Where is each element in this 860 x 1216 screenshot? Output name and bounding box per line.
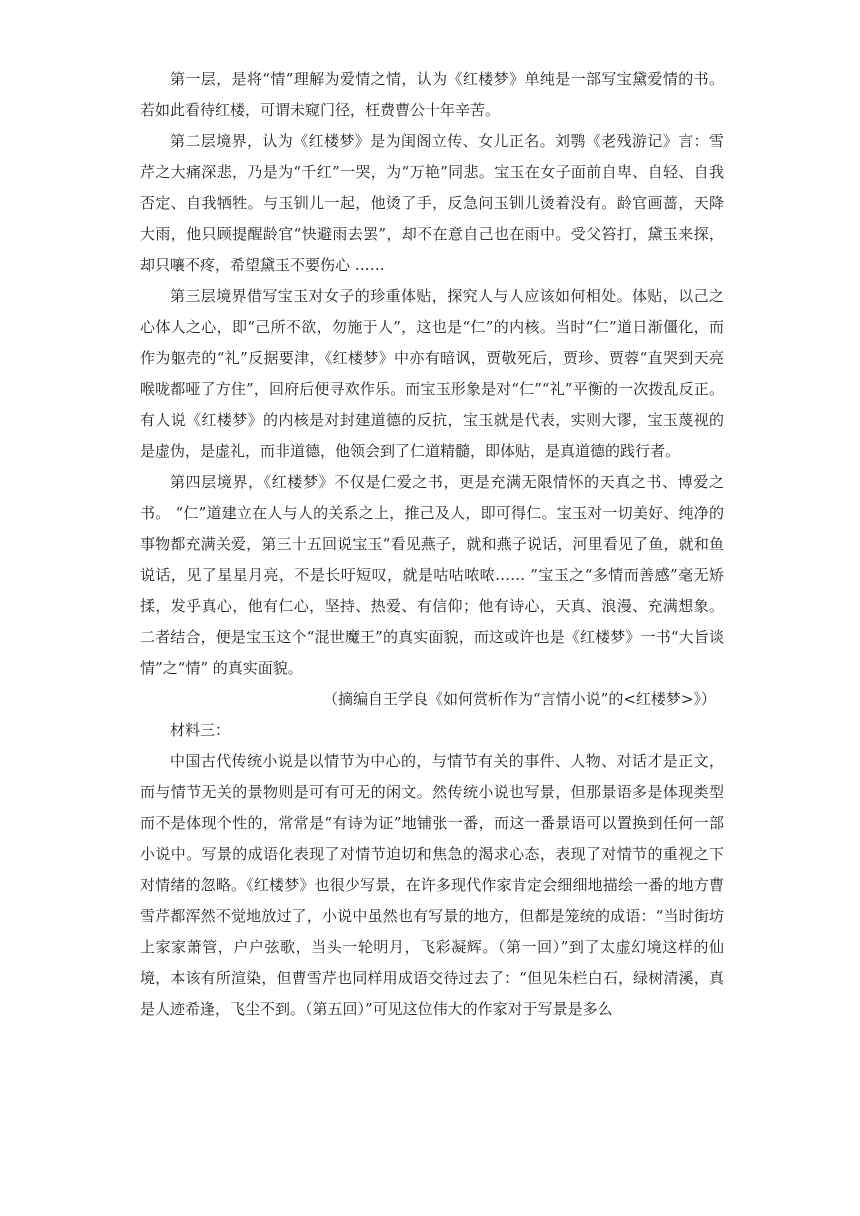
- source-citation: （摘编自王学良《如何赏析作为“言情小说”的<红楼梦>》）: [323, 690, 716, 708]
- paragraph-fourth-level: 第四层境界，《红楼梦》不仅是仁爱之书，更是充满无限情怀的天真之书、博爱之书。 “仁”道建立在人与人的关系之上，推己及人，即可得仁。宝玉对一切美好、纯净的事物都充满关爱，第三十五回说宝玉“看见燕子，就和燕子说话，河里看见了鱼，就和鱼说话，见了星星月亮，不是长吁短叹，就是咕咕哝哝…… ”宝玉之“多情而善感”毫无矫揉，发乎真心，他有仁心，坚持、热爱、有信仰；他有诗心，天真、浪漫、充满想象。二者结合，便是宝玉这个“混世魔王”的真实面貌，而这或许也是《红楼梦》一书“大旨谈情”之“情” 的真实面貌。: [140, 473, 724, 677]
- paragraph-material-three: 中国古代传统小说是以情节为中心的，与情节有关的事件、人物、对话才是正文，而与情节无关的景物则是可有可无的闲文。然传统小说也写景，但那景语多是体现类型而不是体现个性的，常常是“有诗为证”地铺张一番，而这一番景语可以置换到任何一部小说中。写景的成语化表现了对情节迫切和焦急的渴求心态，表现了对情节的重视之下对情绪的忽略。《红楼梦》也很少写景，在许多现代作家肯定会细细地描绘一番的地方曹雪芹都浑然不觉地放过了，小说中虽然也有写景的地方，但都是笼统的成语：“当时街坊上家家萧管，户户弦歌，当头一轮明月，飞彩凝辉。（第一回）”到了太虚幻境这样的仙境，本该有所渲染，但曹雪芹也同样用成语交待过去了：“但见朱栏白石，绿树清溪，真是人迹希逢，飞尘不到。（第五回）”可见这位伟大的作家对于写景是多么: [140, 752, 724, 1018]
- document-page: [140, 64, 724, 1025]
- paragraph-first-level: 第一层，是将“情”理解为爱情之情，认为《红楼梦》单纯是一部写宝黛爱情的书。若如此看待红楼，可谓未窥门径，枉费曹公十年辛苦。: [140, 70, 724, 119]
- paragraph-third-level: 第三层境界借写宝玉对女子的珍重体贴，探究人与人应该如何相处。体贴，以己之心体人之心，即“己所不欲，勿施于人”，这也是“仁”的内核。当时“仁”道日渐僵化，而作为躯壳的“礼”反据要津，《红楼梦》中亦有暗讽，贾敬死后，贾珍、贾蓉“直哭到天亮喉咙都哑了方住”，回府后便寻欢作乐。而宝玉形象是对“仁”“礼”平衡的一次拨乱反正。有人说《红楼梦》的内核是对封建道德的反抗，宝玉就是代表，实则大谬，宝玉蔑视的是虚伪，是虚礼，而非道德，他领会到了仁道精髓，即体贴，是真道德的践行者。: [140, 287, 724, 460]
- paragraph-second-level: 第二层境界，认为《红楼梦》是为闺阁立传、女儿正名。刘鹗《老残游记》言：雪芹之大痛深悲，乃是为“千红”一哭，为“万艳”同悲。宝玉在女子面前自卑、自轻、自我否定、自我牺牲。与玉钏儿一起，他烫了手，反急问玉钏儿烫着没有。龄官画蔷，天降大雨，他只顾提醒龄官“快避雨去罢”，却不在意自己也在雨中。受父笞打，黛玉来探，却只嚷不疼，希望黛玉不要伤心 ……: [140, 132, 724, 274]
- material-three-label: 材料三：: [170, 721, 231, 739]
